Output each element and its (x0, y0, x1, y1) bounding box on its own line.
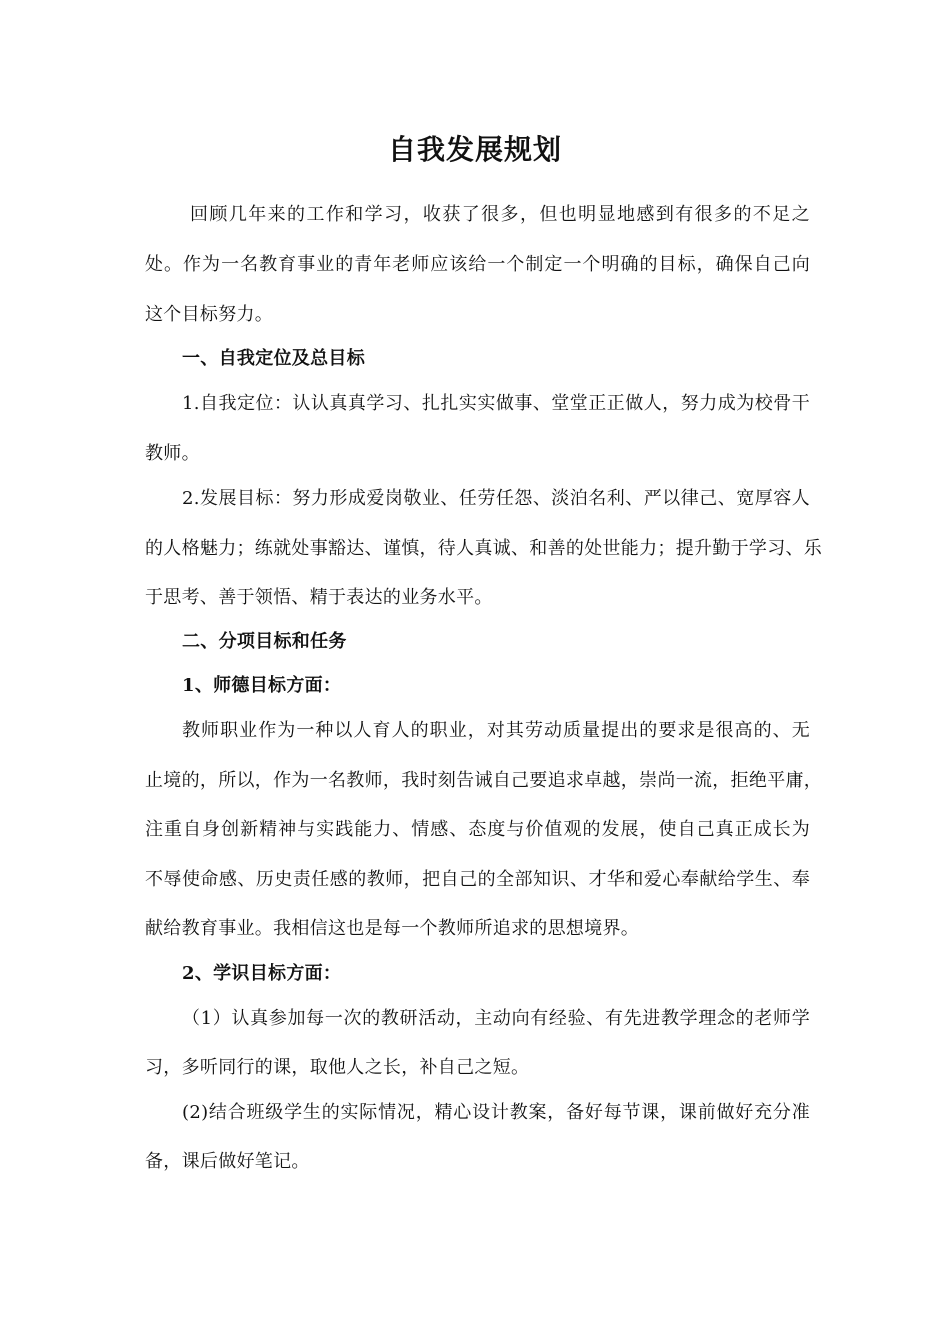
paragraph-line: 止境的，所以，作为一名教师，我时刻告诫自己要追求卓越，崇尚一流，拒绝平庸， (145, 770, 823, 791)
paragraph-line: 于思考、善于领悟、精于表达的业务水平。 (145, 587, 493, 608)
paragraph-line: 2.发展目标：努力形成爱岗敬业、任劳任怨、淡泊名利、严以律己、宽厚容人 (182, 488, 810, 509)
paragraph-line: 的人格魅力；练就处事豁达、谨慎，待人真诚、和善的处世能力；提升勤于学习、乐 (145, 538, 823, 559)
paragraph-line: 这个目标努力。 (145, 304, 274, 325)
section-heading: 一、自我定位及总目标 (182, 348, 365, 369)
section-heading: 二、分项目标和任务 (182, 631, 347, 652)
paragraph-line: 处。作为一名教育事业的青年老师应该给一个制定一个明确的目标，确保自己向 (145, 254, 810, 275)
paragraph-line: 教师职业作为一种以人育人的职业，对其劳动质量提出的要求是很高的、无 (182, 720, 810, 741)
subsection-heading: 2、学识目标方面： (182, 963, 342, 984)
paragraph-line: 1.自我定位：认认真真学习、扎扎实实做事、堂堂正正做人，努力成为校骨干 (182, 393, 810, 414)
paragraph-line: 回顾几年来的工作和学习，收获了很多，但也明显地感到有很多的不足之 (190, 204, 810, 225)
paragraph-line: 注重自身创新精神与实践能力、情感、态度与价值观的发展，使自己真正成长为 (145, 819, 810, 840)
paragraph-line: 不辱使命感、历史责任感的教师，把自己的全部知识、才华和爱心奉献给学生、奉 (145, 869, 810, 890)
paragraph-line: 备，课后做好笔记。 (145, 1151, 310, 1172)
paragraph-line: (2)结合班级学生的实际情况，精心设计教案，备好每节课，课前做好充分准 (182, 1102, 810, 1123)
paragraph-line: （1）认真参加每一次的教研活动，主动向有经验、有先进教学理念的老师学 (182, 1008, 810, 1029)
paragraph-line: 习，多听同行的课，取他人之长，补自己之短。 (145, 1057, 530, 1078)
paragraph-line: 献给教育事业。我相信这也是每一个教师所追求的思想境界。 (145, 918, 640, 939)
subsection-heading: 1、师德目标方面： (182, 675, 342, 696)
paragraph-line: 教师。 (145, 443, 200, 464)
page-title: 自我发展规划 (387, 133, 562, 166)
